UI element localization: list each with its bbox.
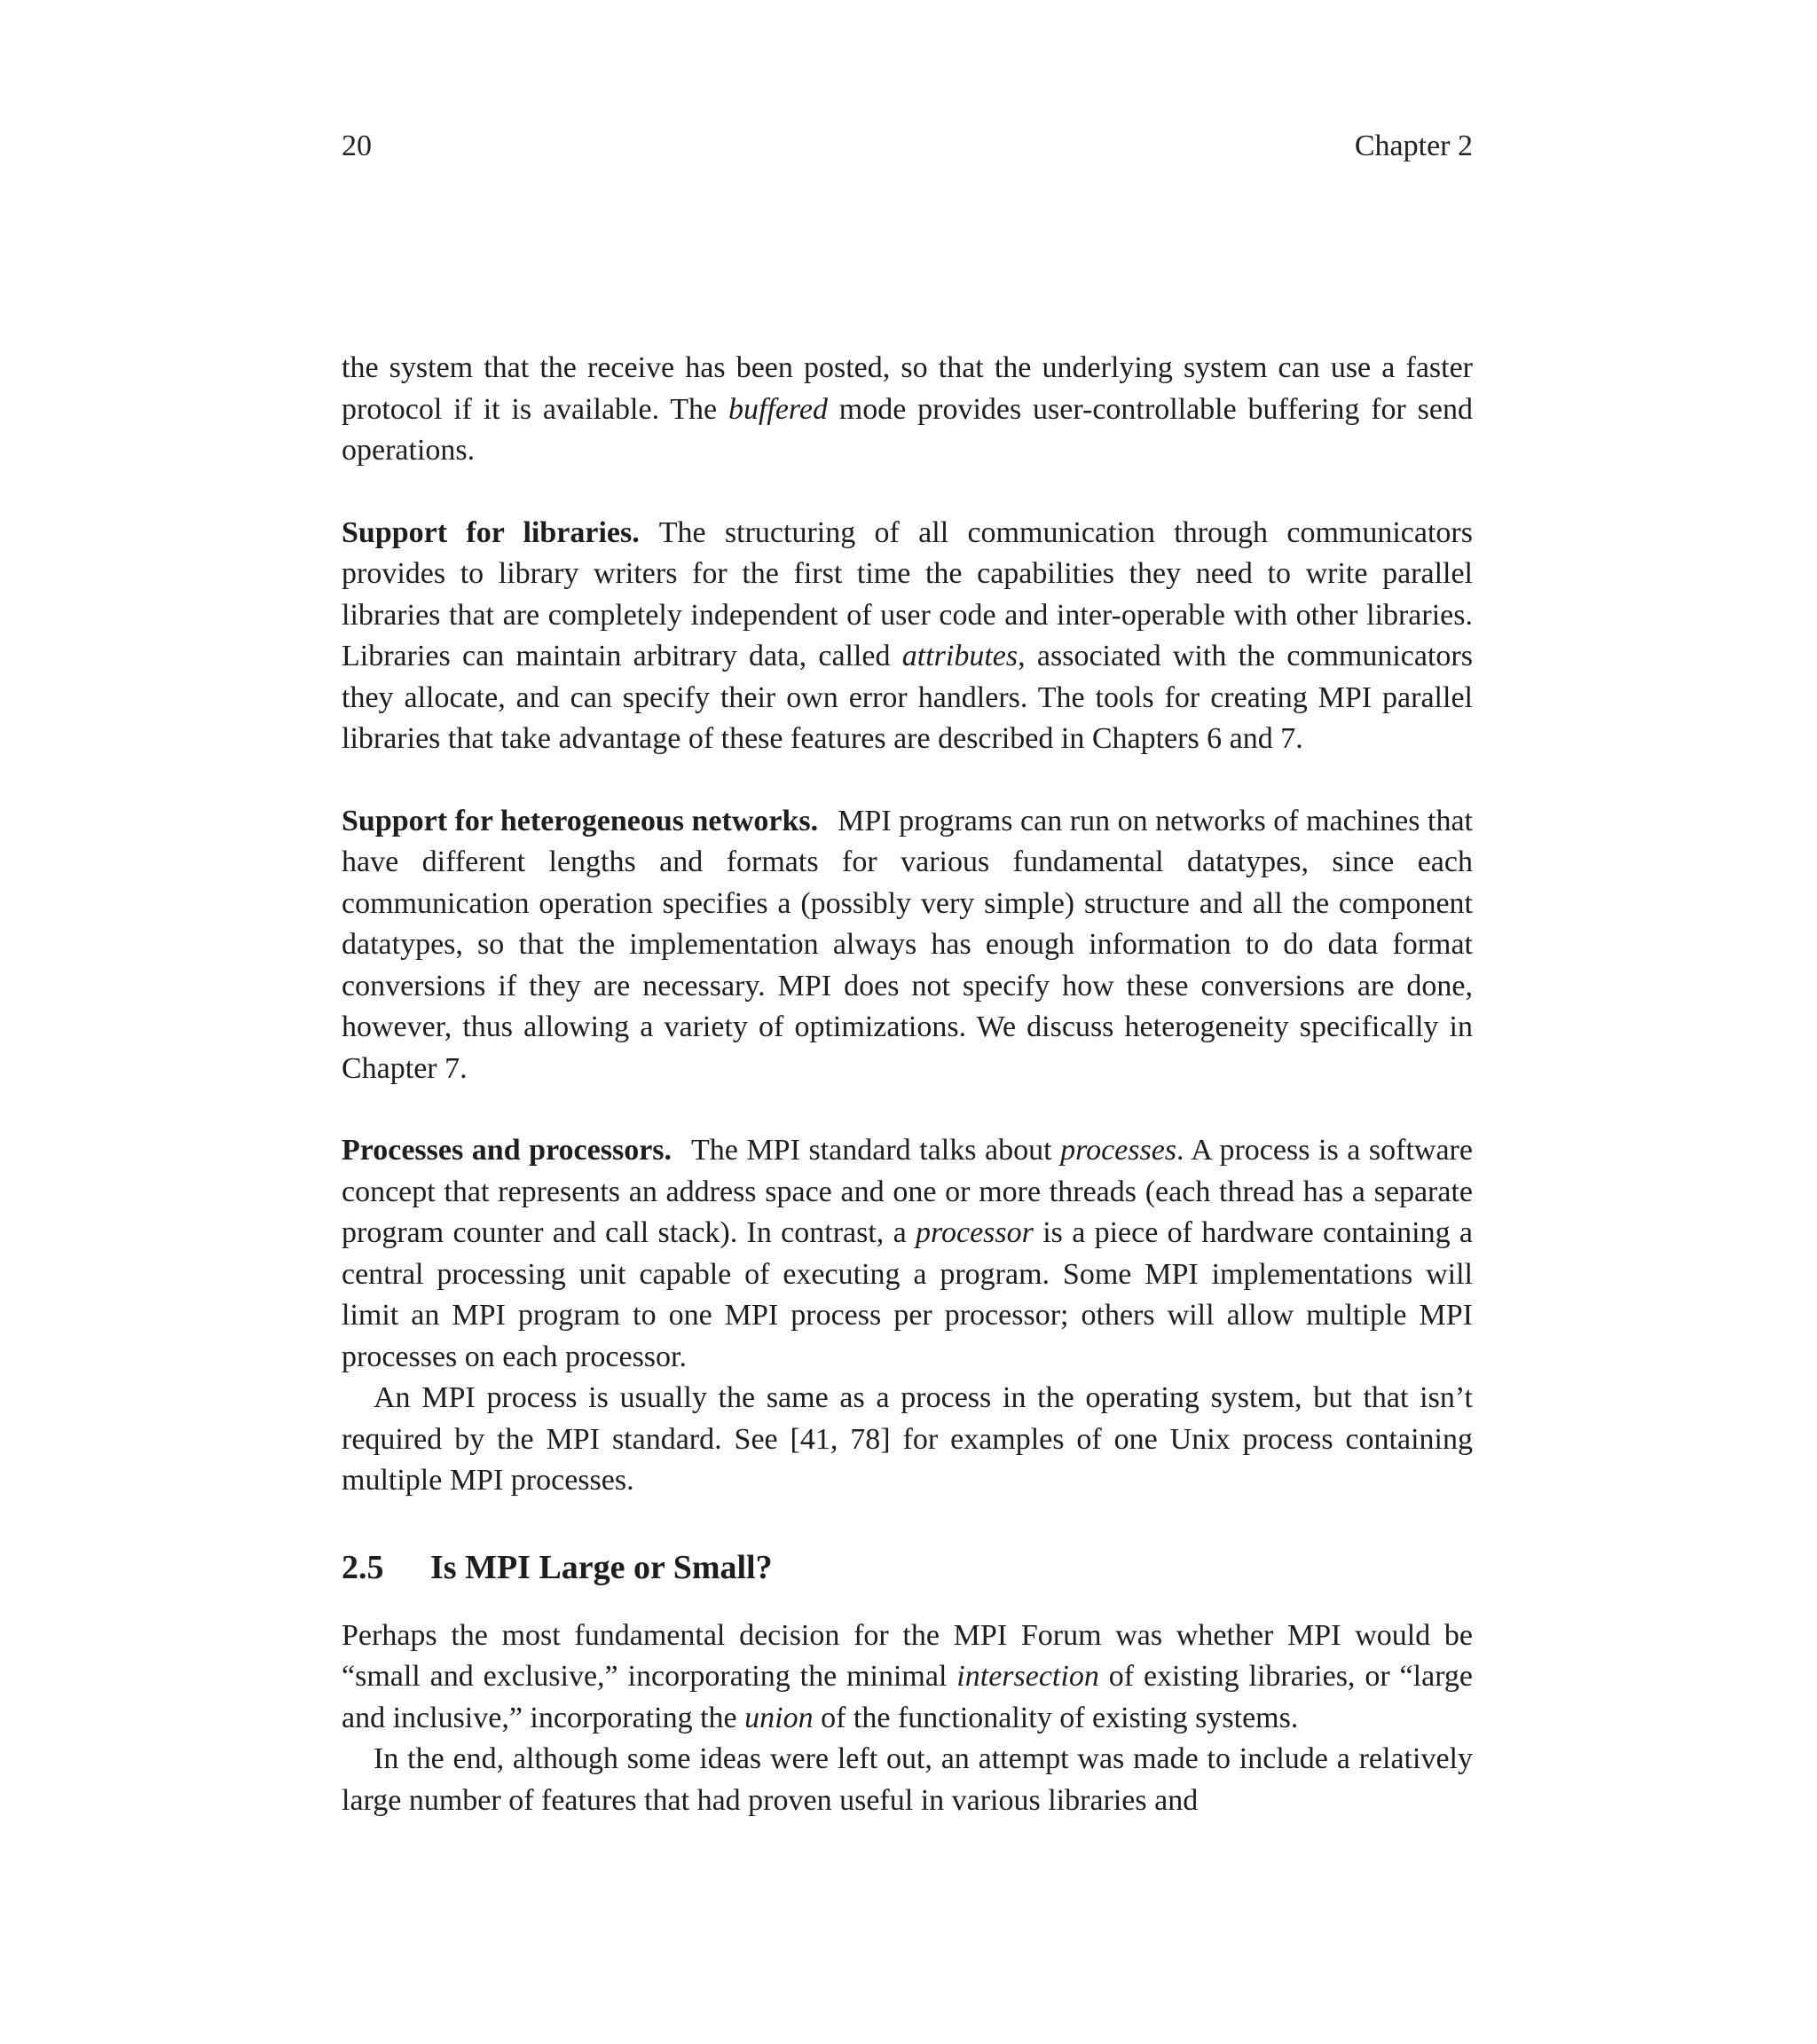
- emphasis-processor: processor: [916, 1216, 1034, 1249]
- emphasis-processes: processes: [1060, 1134, 1177, 1167]
- libraries-text-1: The structuring of all communication through communicators provides to library writers for the first time the capabilities they need to write parallel libraries that are completely independent of user code and inter-operable with other libraries. Libraries can maintain arbitrary data, called: [342, 515, 1473, 672]
- forum-text-3: of the functionality of existing systems.: [813, 1701, 1299, 1734]
- body-text: [342, 348, 1473, 1821]
- libraries-paragraph: [342, 513, 1473, 760]
- section-title: Is MPI Large or Small?: [430, 1548, 773, 1586]
- emphasis-buffered: buffered: [728, 392, 828, 426]
- emphasis-intersection: intersection: [956, 1660, 1099, 1693]
- intro-paragraph: [342, 348, 1473, 472]
- forum-text-2: of existing libraries, or “large and inclusive,” incorporating the: [342, 1660, 1473, 1734]
- processes-heading: Processes and processors.: [342, 1134, 673, 1167]
- heterogeneous-paragraph: [342, 801, 1473, 1090]
- section-heading: [342, 1545, 1473, 1591]
- chapter-label: Chapter 2: [1354, 130, 1473, 162]
- end-paragraph: In the end, although some ideas were left out, an attempt was made to include a relatively large number of features that had proven useful in various libraries and: [342, 1742, 1473, 1817]
- unix-paragraph: An MPI process is usually the same as a process in the operating system, but that isn’t required by the MPI standard. See [41, 78] for examples of one Unix process containing multiple MPI processes.: [342, 1381, 1473, 1497]
- forum-paragraph: [342, 1616, 1473, 1740]
- processes-text-3: is a piece of hardware containing a central processing unit capable of executing a program. Some MPI implementations will limit an MPI program to one MPI process per processor; others will allow multiple MPI processes on each processor.: [342, 1216, 1473, 1373]
- libraries-heading: Support for libraries.: [342, 515, 640, 549]
- processes-text-1: The MPI standard talks about: [691, 1134, 1061, 1167]
- forum-text-1: Perhaps the most fundamental decision for the MPI Forum was whether MPI would be “small and exclusive,” incorporating the minimal: [342, 1618, 1473, 1693]
- section-number: 2.5: [342, 1548, 384, 1586]
- heterogeneous-heading: Support for heterogeneous networks.: [342, 804, 819, 837]
- heterogeneous-text: MPI programs can run on networks of machines that have different lengths and formats for various fundamental datatypes, since each communication operation specifies a (possibly very simple) structure and all the component datatypes, so that the implementation always has enough information to do data format conversions if they are necessary. MPI does not specify how these conversions are done, however, thus allowing a variety of optimizations. We discuss heterogeneity specifically in Chapter 7.: [342, 804, 1474, 1085]
- emphasis-attributes: attributes: [901, 640, 1019, 672]
- page-number: 20: [342, 130, 372, 162]
- intro-text-2: mode provides user-controllable buffering for send operations.: [342, 392, 1474, 467]
- processes-paragraph: [342, 1130, 1473, 1378]
- libraries-text-2: , associated with the communicators they allocate, and can specify their own error handlers. The tools for creating MPI parallel libraries that take advantage of these features are described in Chapters 6 and 7.: [342, 640, 1473, 755]
- intro-text-1: the system that the receive has been posted, so that the underlying system can use a faster protocol if it is available. The: [342, 351, 1473, 426]
- running-head: [342, 130, 1473, 172]
- emphasis-union: union: [744, 1701, 814, 1734]
- processes-text-2: . A process is a software concept that represents an address space and one or more threads (each thread has a separate program counter and call stack). In contrast, a: [342, 1134, 1473, 1249]
